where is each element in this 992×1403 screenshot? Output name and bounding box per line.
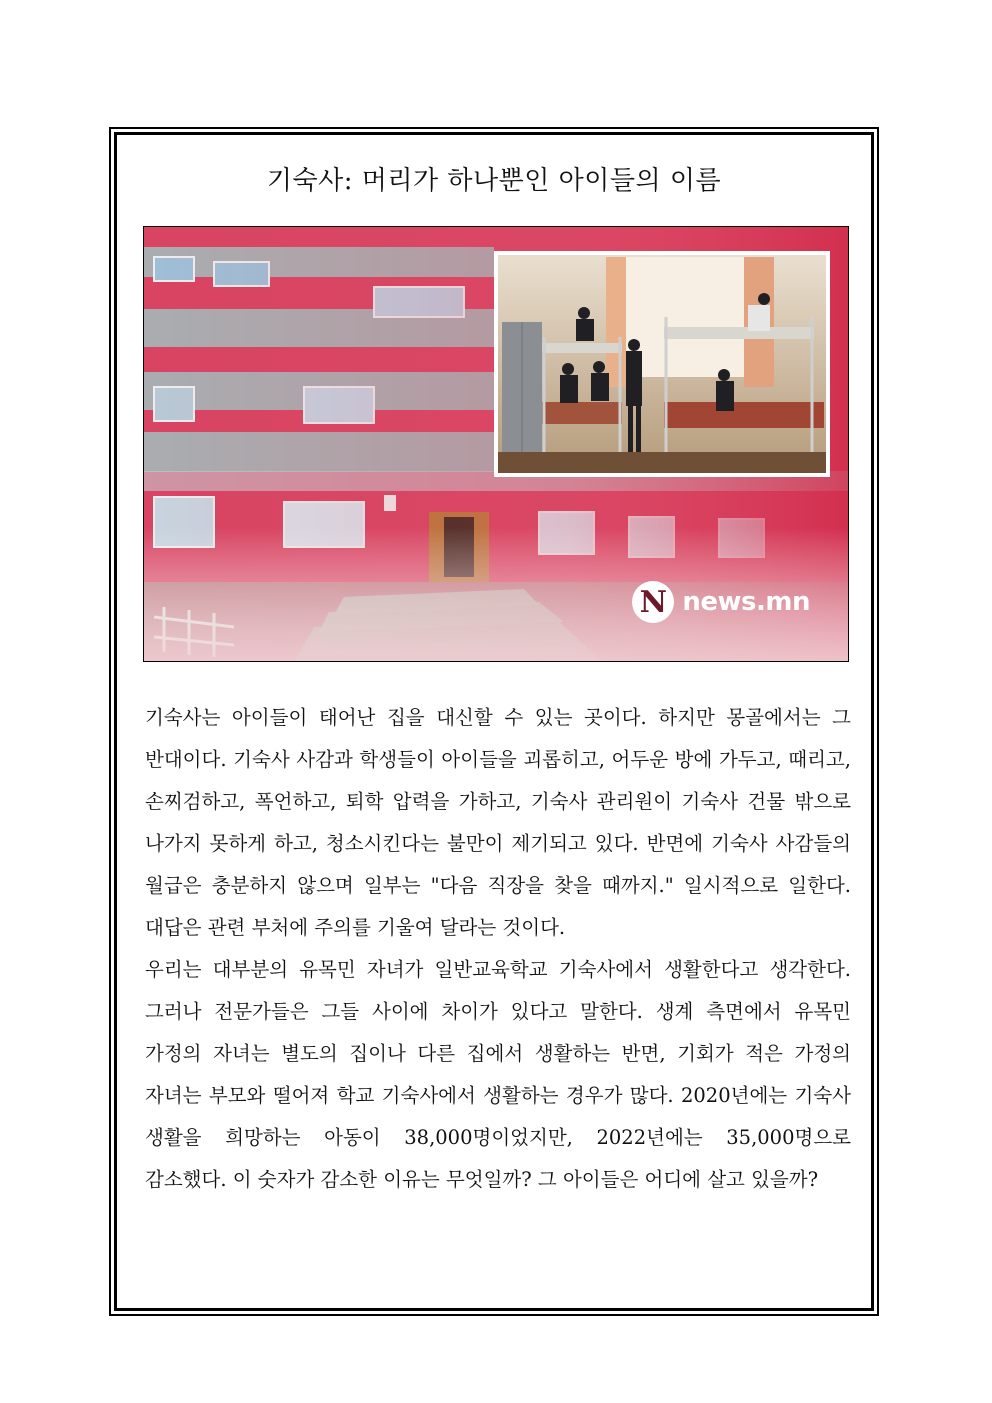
dormitory-photo (143, 226, 849, 662)
news-watermark (632, 581, 810, 623)
news-watermark-text: news.mn (682, 587, 810, 617)
paragraph: 우리는 대부분의 유목민 자녀가 일반교육학교 기숙사에서 생활한다고 생각한다. 그러나 전문가들은 그들 사이에 차이가 있다고 말한다. 생계 측면에서 유목민 가정의 자녀는 별도의 집이나 다른 집에서 생활하는 반면, 기회가 적은 가정의 자녀는 부모와 떨어져 학교 기숙사에서 생활하는 경우가 많다. 2020년에는 기숙사 생활을 희망하는 아동이 38,000명이었지만, 2022년에는 35,000명으로 감소했다. 이 숫자가 감소한 이유는 무엇일까? 그 아이들은 어디에 살고 있을까? (145, 958, 851, 1191)
news-logo-icon: N (632, 581, 674, 623)
article-body (145, 697, 851, 1201)
paragraph: 기숙사는 아이들이 태어난 집을 대신할 수 있는 곳이다. 하지만 몽골에서는 그 반대이다. 기숙사 사감과 학생들이 아이들을 괴롭히고, 어두운 방에 가두고, 때리고, 손찌검하고, 폭언하고, 퇴학 압력을 가하고, 기숙사 관리원이 기숙사 건물 밖으로 나가지 못하게 하고, 청소시킨다는 불만이 제기되고 있다. 반면에 기숙사 사감들의 월급은 충분하지 않으며 일부는 "다음 직장을 찾을 때까지." 일시적으로 일한다. 대답은 관련 부처에 주의를 기울여 달라는 것이다. (145, 706, 851, 939)
article-title: 기숙사: 머리가 하나뿐인 아이들의 이름 (266, 166, 722, 196)
